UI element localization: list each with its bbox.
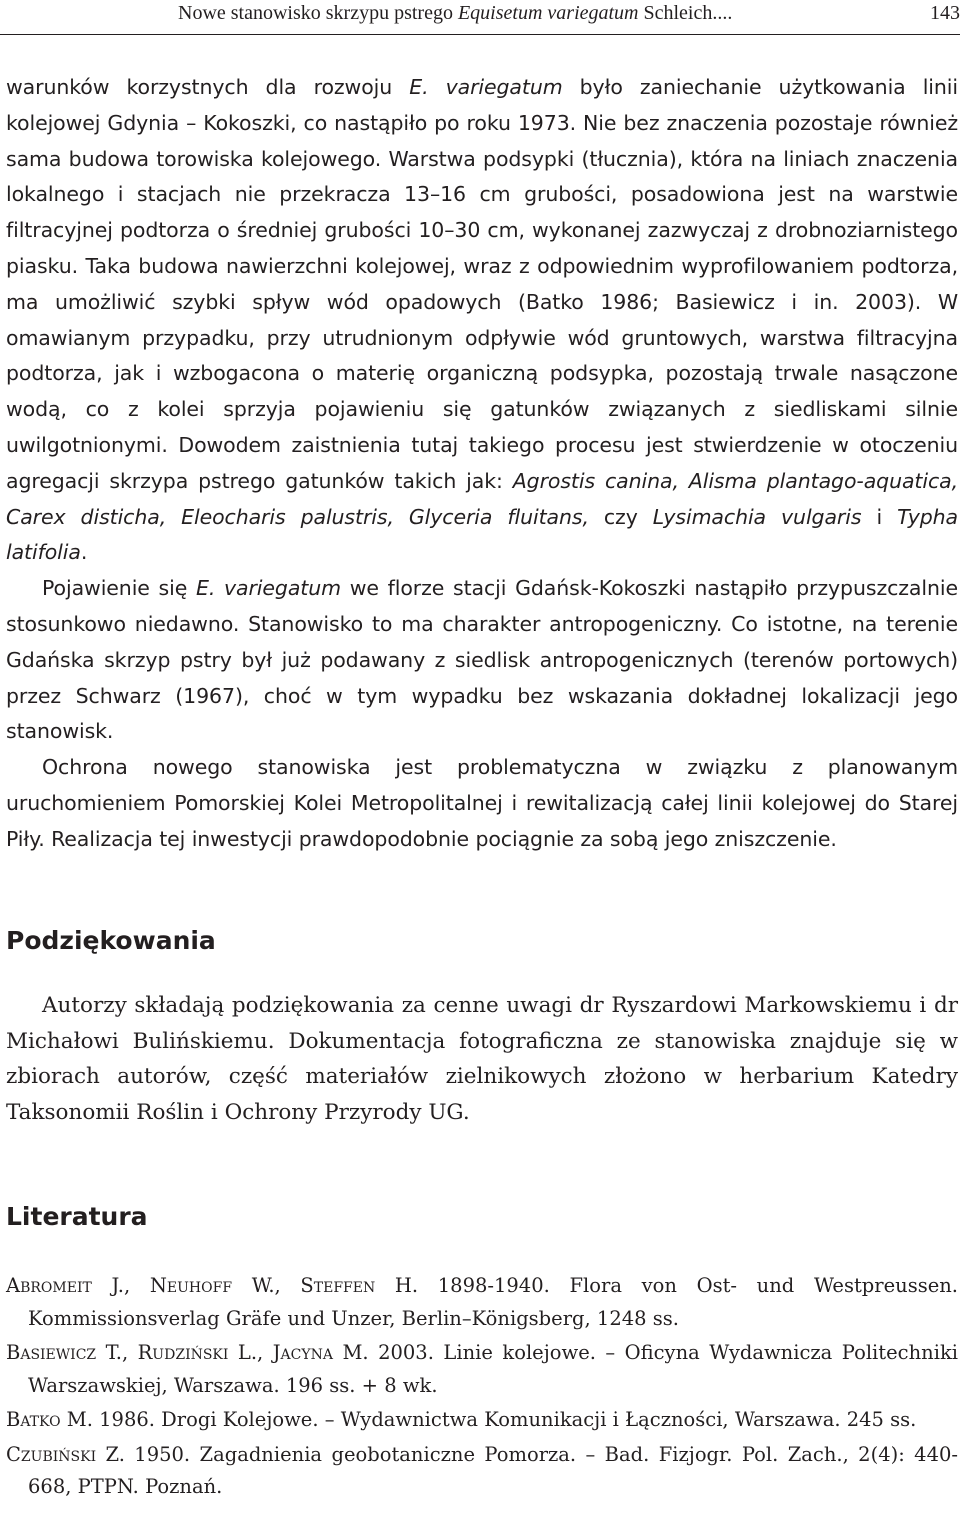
acknowledgements-text: Autorzy składają podziękowania za cenne uwagi dr Ryszardowi Markowskiemu i dr Michałowi Bulińskiemu. Dokumentacja fotograficzna ze stanowiska znajduje się w zbiorach autorów, część materiałów zielnikowych złożono w herbarium Katedry Taksonomii Roślin i Ochrony Przyrody UG. bbox=[6, 993, 958, 1125]
paragraph-3: Ochrona nowego stanowiska jest problematyczna w związku z planowanym uruchomieniem Pomorskiej Kolei Metropolitalnej i rewitalizacją całej linii kolejowej do Starej Piły. Realizacja tej inwestycji prawdopodobnie pociągnie za sobą jego zniszczenie. bbox=[6, 755, 958, 851]
species-name: Typha latifolia bbox=[6, 504, 959, 565]
species-name: E. variegatum bbox=[409, 75, 563, 99]
reference-list bbox=[6, 1270, 958, 1506]
running-title-species: Equisetum variegatum bbox=[457, 2, 639, 24]
text-run: i bbox=[861, 504, 898, 529]
reference-text: 1986. Drogi Kolejowe. – Wydawnictwa Komunikacji i Łączności, Warszawa. 245 ss. bbox=[92, 1408, 917, 1431]
reference-text: 1950. Zagadnienia geobotaniczne Pomorza. – Bad. Fizjogr. Pol. Zach., 2(4): 440-668, PTPN. Poznań. bbox=[28, 1442, 958, 1498]
main-text bbox=[6, 70, 958, 858]
paragraph-1 bbox=[6, 70, 958, 571]
reference-authors: Basiewicz T., Rudziński L., Jacyna M. bbox=[6, 1341, 369, 1364]
reference-authors: Batko M. bbox=[6, 1408, 93, 1431]
text-run: czy bbox=[588, 504, 653, 529]
text-run: . bbox=[80, 540, 88, 565]
section-heading-acknowledgements: Podziękowania bbox=[6, 926, 216, 955]
species-name: Lysimachia vulgaris bbox=[652, 504, 862, 529]
reference-text: 1898-1940. Flora von Ost- und Westpreussen. Kommissionsverlag Gräfe und Unzer, Berlin–Königsberg, 1248 ss. bbox=[28, 1274, 958, 1330]
running-header bbox=[0, 0, 960, 35]
running-title-prefix: Nowe stanowisko skrzypu pstrego bbox=[178, 2, 458, 24]
reference-item bbox=[6, 1404, 958, 1437]
reference-item bbox=[6, 1270, 958, 1335]
text-run: we florze stacji Gdańsk-Kokoszki nastąpiło przypuszczalnie stosunkowo niedawno. Stanowisko to ma charakter antropogeniczny. Co istotne, na terenie Gdańska skrzyp pstry był już podawany z siedlisk antropogenicznych (terenów portowych) przez Schwarz (1967), choć w tym wypadku bez wskazania dokładnej lokalizacji jego stanowisk. bbox=[6, 576, 958, 744]
reference-authors: Czubiński Z. bbox=[6, 1442, 125, 1466]
text-run: Pojawienie się bbox=[42, 576, 196, 601]
reference-item bbox=[6, 1439, 958, 1504]
species-list: Agrostis canina, Alisma plantago-aquatica, Carex disticha, Eleocharis palustris, Glyceria fluitans, bbox=[6, 468, 959, 529]
paragraph-2 bbox=[6, 571, 958, 750]
text-run: warunków korzystnych dla rozwoju bbox=[6, 75, 410, 99]
reference-item bbox=[6, 1337, 958, 1402]
running-title bbox=[178, 2, 732, 25]
section-heading-literature: Literatura bbox=[6, 1202, 148, 1231]
page-number: 143 bbox=[930, 2, 960, 24]
reference-authors: Abromeit J., Neuhoff W., Steffen H. bbox=[6, 1274, 419, 1297]
reference-text: 2003. Linie kolejowe. – Oficyna Wydawnicza Politechniki Warszawskiej, Warszawa. 196 ss. + 8 wk. bbox=[28, 1341, 958, 1397]
running-title-suffix: Schleich.... bbox=[638, 2, 733, 24]
species-name: E. variegatum bbox=[195, 576, 341, 601]
text-run: było zaniechanie użytkowania linii kolejowej Gdynia – Kokoszki, co nastąpiło po roku 1973. Nie bez znaczenia pozostaje również sama budowa torowiska kolejowego. Warstwa podsypki (tłucznia), która na liniach znaczenia lokalnego i stacjach nie przekracza 13–16 cm grubości, posadowiona jest na warstwie filtracyjnej podtorza o średniej grubości 10–30 cm, wykonanej zazwyczaj z drobnoziarnistego piasku. Taka budowa nawierzchni kolejowej, wraz z odpowiednim wyprofilowaniem podtorza, ma umożliwić szybki spływ wód opadowych (Batko 1986; Basiewicz i in. 2003). W omawianym przypadku, przy utrudnionym odpływie wód gruntowych, warstwa filtracyjna podtorza, jak i wzbogacona o materię organiczną podsypka, pozostają trwale nasączone wodą, co z kolei sprzyja pojawieniu się gatunków związanych z siedliskami silnie uwilgotnionymi. Dowodem zaistnienia tutaj takiego procesu jest stwierdzenie w otoczeniu agregacji skrzypa pstrego gatunków takich jak: bbox=[6, 75, 958, 493]
